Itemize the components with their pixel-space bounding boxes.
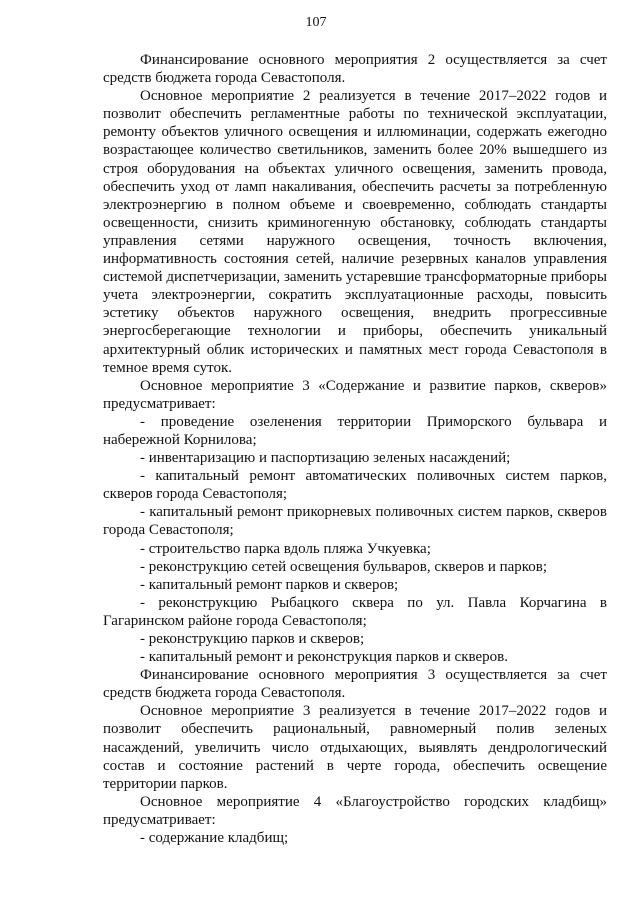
list-item: - содержание кладбищ; bbox=[140, 830, 289, 847]
list-item: - капитальный ремонт прикорневых поливочных систем парков, скверов города Севастополя; bbox=[103, 504, 607, 539]
document-body bbox=[103, 51, 607, 847]
paragraph-measure-4-heading: Основное мероприятие 4 «Благоустройство городских кладбищ» предусматривает: bbox=[103, 793, 607, 828]
list-item: - капитальный ремонт автоматических поливочных систем парков, скверов города Севастополя; bbox=[103, 468, 607, 503]
paragraph-measure-3-outcome: Основное мероприятие 3 реализуется в течение 2017–2022 годов и позволит обеспечить рациональный, равномерный полив зеленых насаждений, увеличить число отдыхающих, выявлять дендрологический состав и состояние растений в черте города, обеспечить освещение территории парков. bbox=[103, 703, 607, 792]
list-item: - строительство парка вдоль пляжа Учкуевка; bbox=[140, 540, 431, 557]
page-number: 107 bbox=[305, 15, 327, 30]
list-item: - реконструкцию парков и скверов; bbox=[140, 631, 365, 647]
paragraph-measure-2-outcome: Основное мероприятие 2 реализуется в течение 2017–2022 годов и позволит обеспечить регламентные работы по технической эксплуатации, ремонту объектов уличного освещения и иллюминации, содержать ежегодно возрастающее количество светильников, заменить более 20% вышедшего из строя оборудования на объектах уличного освещения, заменить провода, обеспечить уход от ламп накаливания, обеспечить расчеты за потребленную электроэнергию в полном объеме и своевременно, соблюдать стандарты освещенности, снизить криминогенную обстановку, соблюдать стандарты управления сетями наружного освещения, точность включения, информативность состояния сетей, наличие резервных каналов управления системой диспетчеризации, заменить устаревшие трансформаторные приборы учета электроэнергии, сократить эксплуатационные расходы, повысить эстетику объектов наружного освещения, внедрить прогрессивные энергосберегающие технологии и приборы, обеспечить уникальный архитектурный облик исторических и памятных мест города Севастополя в темное время суток. bbox=[103, 88, 607, 376]
list-item: - реконструкцию сетей освещения бульваров, скверов и парков; bbox=[140, 558, 548, 575]
paragraph-measure-3-heading: Основное мероприятие 3 «Содержание и развитие парков, скверов» предусматривает: bbox=[103, 377, 607, 412]
paragraph-funding-2: Финансирование основного мероприятия 2 осуществляется за счет средств бюджета города Севастополя. bbox=[103, 52, 607, 87]
paragraph-funding-3: Финансирование основного мероприятия 3 осуществляется за счет средств бюджета города Севастополя. bbox=[103, 667, 607, 702]
list-item: - инвентаризацию и паспортизацию зеленых насаждений; bbox=[140, 450, 511, 467]
list-item: - реконструкцию Рыбацкого сквера по ул. Павла Корчагина в Гагаринском районе города Севастополя; bbox=[103, 594, 607, 629]
list-item: - капитальный ремонт и реконструкция парков и скверов. bbox=[140, 649, 508, 666]
list-item: - проведение озеленения территории Приморского бульвара и набережной Корнилова; bbox=[103, 413, 607, 448]
list-item: - капитальный ремонт парков и скверов; bbox=[140, 576, 399, 593]
